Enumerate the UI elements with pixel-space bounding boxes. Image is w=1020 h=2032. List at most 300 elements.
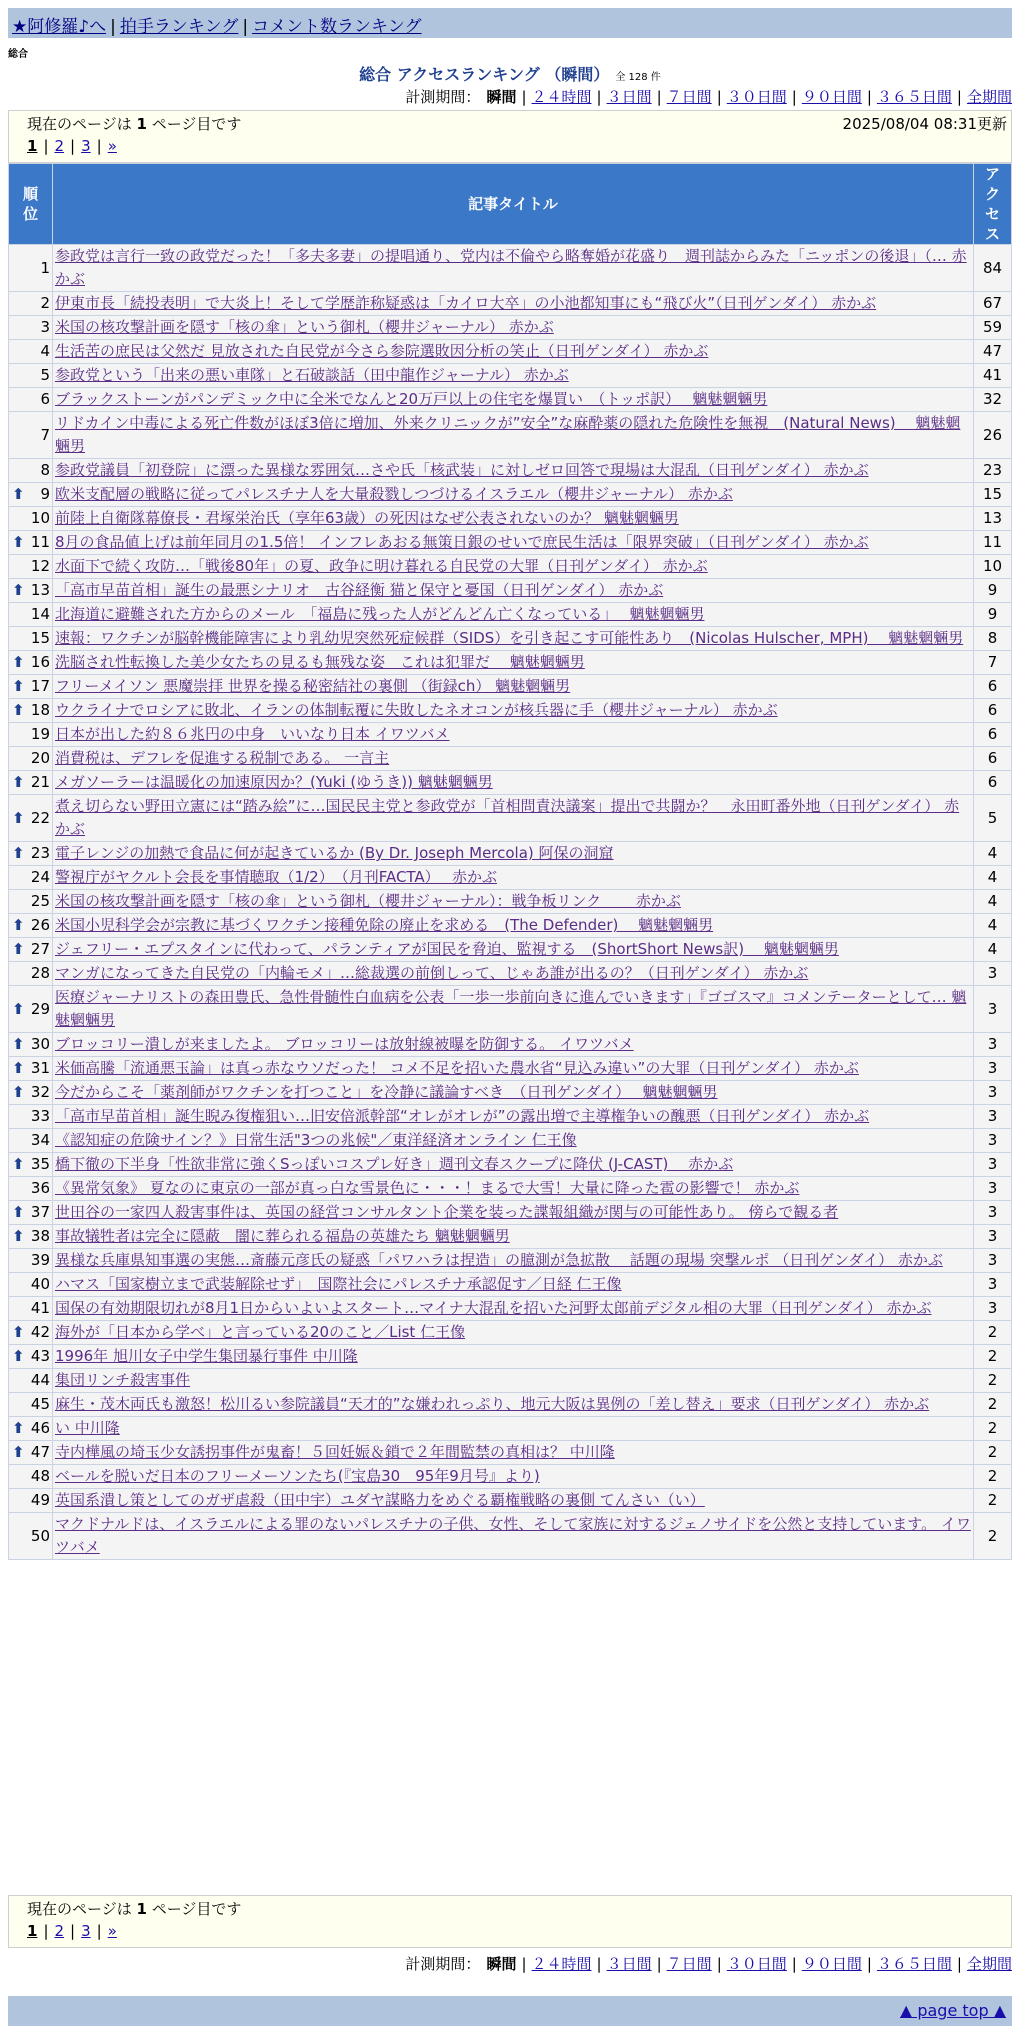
rank-number: 37: [30, 1203, 50, 1221]
up-arrow-icon: ⬆: [12, 1035, 25, 1053]
access-count: 6: [974, 723, 1012, 747]
title-cell: [53, 842, 974, 866]
ranking-row: [9, 603, 1012, 627]
ranking-row: [9, 1441, 1012, 1465]
article-link[interactable]: 国保の有効期限切れが8月1日からいよいよスタート…マイナ大混乱を招いた河野太郎前デジタル相の大罪（日刊ゲンダイ） 赤かぶ: [55, 1299, 932, 1317]
bottom-bar: [8, 1996, 1012, 2026]
rank-number: 47: [30, 1443, 50, 1461]
title-cell: [53, 245, 974, 292]
article-link[interactable]: 今だからこそ「薬剤師がワクチンを打つこと」を冷静に議論すべき （日刊ゲンダイ） 魑魅魍魎男: [55, 1083, 718, 1101]
ranking-row: [9, 1057, 1012, 1081]
title-cell: [53, 1321, 974, 1345]
ranking-row: [9, 316, 1012, 340]
rank-number: 45: [30, 1395, 50, 1413]
nav-separator: |: [110, 17, 116, 37]
ranking-row: [9, 1225, 1012, 1249]
rank-cell: [9, 627, 53, 651]
article-link[interactable]: ベールを脱いだ日本のフリーメーソンたち(『宝島30 95年9月号』より): [55, 1467, 540, 1485]
page-links: [27, 1922, 117, 1940]
article-link[interactable]: 伊東市長「続投表明」で大炎上！そして学歴詐称疑惑は「カイロ大卒」の小池都知事にも“飛び火”（日刊ゲンダイ） 赤かぶ: [55, 294, 877, 312]
period-selector-bottom: [405, 1953, 1012, 1974]
article-link[interactable]: 《認知症の危険サイン？》日常生活"3つの兆候"／東洋経済オンライン 仁王像: [55, 1131, 577, 1149]
article-link[interactable]: 麻生・茂木両氏も激怒！松川るい参院議員“天才的”な嫌われっぷり、地元大阪は異例の「差し替え」要求（日刊ゲンダイ） 赤かぶ: [55, 1395, 930, 1413]
rank-cell: [9, 1321, 53, 1345]
period-link[interactable]: 全期間: [966, 1955, 1012, 1973]
article-link[interactable]: 米国の核攻撃計画を隠す「核の傘」という御札（櫻井ジャーナル） 赤かぶ: [55, 318, 554, 336]
ranking-header-row: [9, 164, 1012, 245]
rank-number: 10: [30, 509, 50, 527]
article-link[interactable]: マンガになってきた自民党の「内輪モメ」…総裁選の前倒しって、じゃあ誰が出るの？（日刊ゲンダイ） 赤かぶ: [55, 964, 809, 982]
access-count: 2: [974, 1345, 1012, 1369]
article-link[interactable]: 電子レンジの加熱で食品に何が起きているか (By Dr. Joseph Mercola) 阿保の洞窟: [55, 844, 614, 862]
article-link[interactable]: 海外が「日本から学べ」と言っている20のこと／List 仁王像: [55, 1323, 466, 1341]
period-label: 計測期間：: [405, 1955, 481, 1973]
ranking-row: [9, 795, 1012, 842]
title-cell: [53, 890, 974, 914]
title-cell: [53, 364, 974, 388]
period-link[interactable]: ３６５日間: [876, 88, 952, 106]
title-cell: [53, 579, 974, 603]
rank-number: 44: [30, 1371, 50, 1389]
up-arrow-icon: ⬆: [12, 999, 25, 1018]
ranking-row: [9, 1393, 1012, 1417]
access-count: 23: [974, 459, 1012, 483]
up-arrow-icon: ⬆: [12, 1323, 25, 1341]
article-link[interactable]: 水面下で続く攻防…「戦後80年」の夏、政争に明け暮れる自民党の大罪（日刊ゲンダイ） 赤かぶ: [55, 557, 708, 575]
rank-cell: [9, 1393, 53, 1417]
rank-cell: [9, 1369, 53, 1393]
article-link[interactable]: 欧米支配層の戦略に従ってパレスチナ人を大量殺戮しつづけるイスラエル（櫻井ジャーナル） 赤かぶ: [55, 485, 733, 503]
article-link[interactable]: 参政党は言行一致の政党だった！「多夫多妻」の提唱通り、党内は不倫やら略奪婚が花盛り 週刊誌からみた「ニッポンの後退」（… 赤かぶ: [55, 247, 967, 288]
ranking-row: [9, 1081, 1012, 1105]
ranking-row: [9, 1249, 1012, 1273]
access-count: 3: [974, 1177, 1012, 1201]
access-count: 2: [974, 1369, 1012, 1393]
rank-cell: [9, 651, 53, 675]
title-cell: [53, 459, 974, 483]
ranking-row: [9, 1321, 1012, 1345]
rank-cell: [9, 962, 53, 986]
title-cell: [53, 507, 974, 531]
top-nav-bar: [8, 8, 1012, 38]
title-cell: [53, 795, 974, 842]
title-cell: [53, 1129, 974, 1153]
rank-cell: [9, 1225, 53, 1249]
article-link[interactable]: 1996年 旭川女子中学生集団暴行事件 中川隆: [55, 1347, 358, 1365]
access-count: 3: [974, 1273, 1012, 1297]
ranking-row: [9, 986, 1012, 1033]
article-link[interactable]: 事故犠牲者は完全に隠蔽 闇に葬られる福島の英雄たち 魑魅魍魎男: [55, 1227, 510, 1245]
title-cell: [53, 914, 974, 938]
rank-number: 26: [30, 916, 50, 934]
rank-number: 33: [30, 1107, 50, 1125]
title-cell: [53, 603, 974, 627]
pager-top: [8, 110, 1012, 163]
rank-number: 41: [30, 1299, 50, 1317]
period-label: 計測期間：: [405, 88, 481, 106]
pager-bottom: [8, 1895, 1012, 1948]
title-cell: [53, 723, 974, 747]
rank-cell: [9, 292, 53, 316]
article-link[interactable]: 英国系潰し策としてのガザ虐殺（田中宇）ユダヤ謀略力をめぐる覇権戦略の裏側 てんさい（い）: [55, 1491, 705, 1509]
rank-cell: [9, 986, 53, 1033]
current-page-info: [27, 1898, 241, 1919]
period-separator: |: [521, 88, 527, 106]
rank-number: 15: [30, 629, 50, 647]
rank-cell: [9, 723, 53, 747]
ranking-row: [9, 962, 1012, 986]
rank-cell: [9, 914, 53, 938]
access-count: 3: [974, 1033, 1012, 1057]
access-count: 84: [974, 245, 1012, 292]
title-cell: [53, 1081, 974, 1105]
title-cell: [53, 1345, 974, 1369]
access-count: 3: [974, 1249, 1012, 1273]
rank-number: 43: [30, 1347, 50, 1365]
period-link[interactable]: 全期間: [966, 88, 1012, 106]
article-link[interactable]: メガソーラーは温暖化の加速原因か？(Yuki (ゆうき)) 魑魅魍魎男: [55, 773, 493, 791]
access-count: 41: [974, 364, 1012, 388]
title-cell: [53, 412, 974, 459]
title-cell: [53, 699, 974, 723]
up-arrow-icon: ⬆: [12, 1203, 25, 1221]
rank-cell: [9, 459, 53, 483]
period-link[interactable]: ７日間: [666, 88, 712, 106]
page-link[interactable]: 2: [54, 137, 65, 155]
title-cell: [53, 340, 974, 364]
article-link[interactable]: ブラックストーンがパンデミック中に全米でなんと20万戸以上の住宅を爆買い （トッポ訳） 魑魅魍魎男: [55, 390, 768, 408]
page-separator: |: [43, 1922, 49, 1940]
ranking-row: [9, 627, 1012, 651]
title-cell: [53, 1273, 974, 1297]
period-separator: |: [596, 88, 602, 106]
ranking-row: [9, 771, 1012, 795]
rank-number: 42: [30, 1323, 50, 1341]
title-cell: [53, 1489, 974, 1513]
access-count: 15: [974, 483, 1012, 507]
access-count: 3: [974, 1081, 1012, 1105]
access-count: 7: [974, 651, 1012, 675]
title-cell: [53, 1153, 974, 1177]
article-link[interactable]: 前陸上自衛隊幕僚長・君塚栄治氏（享年63歳）の死因はなぜ公表されないのか？ 魑魅魍魎男: [55, 509, 679, 527]
title-cell: [53, 1057, 974, 1081]
ranking-row: [9, 340, 1012, 364]
rank-number: 23: [30, 844, 50, 862]
access-count: 3: [974, 962, 1012, 986]
page-separator: |: [96, 1922, 102, 1940]
page-separator: |: [70, 1922, 76, 1940]
period-separator: |: [866, 1955, 872, 1973]
rank-number: 32: [30, 1083, 50, 1101]
article-link[interactable]: 煮え切らない野田立憲には“踏み絵”に…国民民主党と参政党が「首相問責決議案」提出で共闘か？ 永田町番外地（日刊ゲンダイ） 赤かぶ: [55, 797, 960, 838]
page-title: [0, 62, 1020, 85]
rank-cell: [9, 1153, 53, 1177]
rank-cell: [9, 747, 53, 771]
ranking-row: [9, 1513, 1012, 1560]
period-link[interactable]: ３日間: [606, 88, 652, 106]
article-link[interactable]: ジェフリー・エプスタインに代わって、パランティアが国民を脅迫、監視する (ShortShort News訳) 魑魅魍魎男: [55, 940, 839, 958]
ranking-row: [9, 651, 1012, 675]
rank-cell: [9, 1513, 53, 1560]
article-link[interactable]: 洗脳され性転換した美少女たちの見るも無残な姿 これは犯罪だ 魑魅魍魎男: [55, 653, 585, 671]
access-count: 10: [974, 555, 1012, 579]
article-link[interactable]: 米国の核攻撃計画を隠す「核の傘」という御札（櫻井ジャーナル）：戦争板リンク 赤かぶ: [55, 892, 681, 910]
rank-number: 39: [30, 1251, 50, 1269]
period-separator: |: [596, 1955, 602, 1973]
rank-cell: [9, 795, 53, 842]
title-cell: [53, 316, 974, 340]
period-link[interactable]: ７日間: [666, 1955, 712, 1973]
title-cell: [53, 1249, 974, 1273]
access-count: 3: [974, 1057, 1012, 1081]
up-arrow-icon: ⬆: [12, 808, 25, 827]
ranking-row: [9, 1105, 1012, 1129]
article-link[interactable]: ウクライナでロシアに敗北、イランの体制転覆に失敗したネオコンが核兵器に手（櫻井ジャーナル） 赤かぶ: [55, 701, 778, 719]
rank-cell: [9, 1129, 53, 1153]
up-arrow-icon: ⬆: [12, 916, 25, 934]
title-cell: [53, 1465, 974, 1489]
period-link[interactable]: ３０日間: [726, 1955, 787, 1973]
up-arrow-icon: ⬆: [12, 485, 25, 503]
up-arrow-icon: ⬆: [12, 1347, 25, 1365]
title-cell: [53, 866, 974, 890]
rank-cell: [9, 388, 53, 412]
period-link[interactable]: ９０日間: [801, 1955, 862, 1973]
title-cell: [53, 531, 974, 555]
period-current: 瞬間: [486, 88, 517, 106]
rank-number: 24: [30, 868, 50, 886]
ranking-row: [9, 1153, 1012, 1177]
title-cell: [53, 1297, 974, 1321]
access-count: 5: [974, 795, 1012, 842]
period-separator: |: [956, 88, 962, 106]
ranking-row: [9, 1177, 1012, 1201]
access-count: 2: [974, 1489, 1012, 1513]
rank-cell: [9, 890, 53, 914]
access-count: 6: [974, 747, 1012, 771]
up-arrow-icon: ⬆: [12, 1419, 25, 1437]
access-count: 11: [974, 531, 1012, 555]
access-count: 13: [974, 507, 1012, 531]
page-top-link[interactable]: ▲ page top ▲: [899, 2001, 1006, 2020]
ranking-row: [9, 699, 1012, 723]
ranking-row: [9, 747, 1012, 771]
title-cell: [53, 747, 974, 771]
clap-ranking-link[interactable]: 拍手ランキング: [119, 17, 239, 37]
article-link[interactable]: 警視庁がヤクルト会長を事情聴取（1/2） （月刊FACTA） 赤かぶ: [55, 868, 497, 886]
access-count: 47: [974, 340, 1012, 364]
access-count: 6: [974, 771, 1012, 795]
access-count: 26: [974, 412, 1012, 459]
rank-cell: [9, 1033, 53, 1057]
ranking-row: [9, 1369, 1012, 1393]
article-link[interactable]: 「高市早苗首相」誕生睨み復権狙い…旧安倍派幹部“オレがオレが”の露出増で主導権争いの醜悪（日刊ゲンダイ） 赤かぶ: [55, 1107, 870, 1125]
article-link[interactable]: 医療ジャーナリストの森田豊氏、急性骨髄性白血病を公表「一歩一歩前向きに進んでいきます」『ゴゴスマ』コメンテーターとして… 魑魅魍魎男: [55, 988, 967, 1029]
article-link[interactable]: 参政党という「出来の悪い車隊」と石破談話（田中龍作ジャーナル） 赤かぶ: [55, 366, 569, 384]
rank-header: 順位: [9, 164, 53, 245]
ranking-row: [9, 1489, 1012, 1513]
page-separator: |: [96, 137, 102, 155]
access-count: 4: [974, 842, 1012, 866]
ranking-row: [9, 1417, 1012, 1441]
article-link[interactable]: 橋下徹の下半身「性欲非常に強くSっぽいコスプレ好き」週刊文春スクープに降伏 (J-CAST) 赤かぶ: [55, 1155, 734, 1173]
ranking-row: [9, 1273, 1012, 1297]
ranking-row: [9, 723, 1012, 747]
article-link[interactable]: マクドナルドは、イスラエルによる罪のないパレスチナの子供、女性、そして家族に対するジェノサイドを公然と支持しています。 イワツバメ: [55, 1515, 971, 1556]
rank-number: 27: [30, 940, 50, 958]
access-count: 3: [974, 986, 1012, 1033]
period-link[interactable]: ３０日間: [726, 88, 787, 106]
rank-number: 1: [40, 258, 50, 277]
category-tag: 総合: [8, 49, 28, 60]
up-arrow-icon: ⬆: [12, 653, 25, 671]
rank-cell: [9, 1345, 53, 1369]
title-cell: [53, 1369, 974, 1393]
period-link[interactable]: ９０日間: [801, 88, 862, 106]
ranking-row: [9, 1465, 1012, 1489]
period-current: 瞬間: [486, 1955, 517, 1973]
rank-number: 38: [30, 1227, 50, 1245]
page-title-text: 総合 アクセスランキング （瞬間）: [359, 65, 610, 84]
rank-cell: [9, 555, 53, 579]
rank-number: 29: [30, 999, 50, 1018]
up-arrow-icon: ⬆: [12, 1059, 25, 1077]
up-arrow-icon: ⬆: [12, 773, 25, 791]
page-link-current: 1: [27, 137, 38, 155]
title-cell: [53, 627, 974, 651]
rank-cell: [9, 364, 53, 388]
rank-cell: [9, 483, 53, 507]
page-link[interactable]: »: [107, 1922, 117, 1940]
up-arrow-icon: ⬆: [12, 844, 25, 862]
article-link[interactable]: フリーメイソン 悪魔崇拝 世界を操る秘密結社の裏側 （街録ch） 魑魅魍魎男: [55, 677, 571, 695]
ranking-row: [9, 866, 1012, 890]
article-link[interactable]: 寺内樺風の埼玉少女誘拐事件が鬼畜！５回妊娠＆鎖で２年間監禁の真相は？ 中川隆: [55, 1443, 615, 1461]
title-cell: [53, 986, 974, 1033]
article-link[interactable]: 「高市早苗首相」誕生の最悪シナリオ 古谷経衡 猫と保守と憂国（日刊ゲンダイ） 赤かぶ: [55, 581, 664, 599]
rank-cell: [9, 1489, 53, 1513]
article-link[interactable]: 集団リンチ殺害事件: [55, 1371, 191, 1389]
page-link[interactable]: 3: [81, 137, 91, 155]
article-link[interactable]: 米価高騰「流通悪玉論」は真っ赤なウソだった！ コメ不足を招いた農水省“見込み違い”の大罪（日刊ゲンダイ） 赤かぶ: [55, 1059, 859, 1077]
article-link[interactable]: ハマス「国家樹立まで武装解除せず」 国際社会にパレスチナ承認促す／日経 仁王像: [55, 1275, 622, 1293]
access-count: 3: [974, 1153, 1012, 1177]
access-count: 2: [974, 1465, 1012, 1489]
ranking-row: [9, 412, 1012, 459]
ranking-row: [9, 555, 1012, 579]
period-link[interactable]: ２４時間: [531, 1955, 592, 1973]
ranking-row: [9, 579, 1012, 603]
page-link[interactable]: »: [107, 137, 117, 155]
rank-number: 46: [30, 1419, 50, 1437]
rank-cell: [9, 1417, 53, 1441]
rank-number: 48: [30, 1467, 50, 1485]
up-arrow-icon: ⬆: [12, 1155, 25, 1173]
access-count: 2: [974, 1513, 1012, 1560]
access-count: 8: [974, 627, 1012, 651]
rank-cell: [9, 866, 53, 890]
current-page-suffix: ページ目です: [146, 115, 242, 133]
period-separator: |: [956, 1955, 962, 1973]
period-selector-top: [405, 86, 1012, 107]
up-arrow-icon: ⬆: [12, 533, 25, 551]
ranking-row: [9, 1129, 1012, 1153]
title-cell: [53, 483, 974, 507]
rank-cell: [9, 675, 53, 699]
page-link[interactable]: 3: [81, 1922, 91, 1940]
rank-cell: [9, 1273, 53, 1297]
item-count: 全 128 件: [615, 72, 661, 83]
article-link[interactable]: 米国小児科学会が宗教に基づくワクチン接種免除の廃止を求める (The Defender) 魑魅魍魎男: [55, 916, 714, 934]
period-separator: |: [521, 1955, 527, 1973]
page-links: [27, 137, 117, 155]
access-count: 3: [974, 1297, 1012, 1321]
title-cell: [53, 1201, 974, 1225]
rank-cell: [9, 842, 53, 866]
rank-number: 31: [30, 1059, 50, 1077]
article-link[interactable]: リドカイン中毒による死亡件数がほぼ3倍に増加、外来クリニックが”安全”な麻酔薬の隠れた危険性を無視 (Natural News) 魑魅魍魎男: [55, 414, 961, 455]
period-separator: |: [866, 88, 872, 106]
rank-number: 35: [30, 1155, 50, 1173]
ranking-row: [9, 675, 1012, 699]
page-link[interactable]: 2: [54, 1922, 65, 1940]
ranking-row: [9, 914, 1012, 938]
ranking-row: [9, 292, 1012, 316]
rank-cell: [9, 1465, 53, 1489]
rank-cell: [9, 316, 53, 340]
article-link[interactable]: 北海道に避難された方からのメール 「福島に残った人がどんどん亡くなっている」 魑魅魍魎男: [55, 605, 705, 623]
article-link[interactable]: 世田谷の一家四人殺害事件は、英国の経営コンサルタント企業を装った諜報組織が関与の可能性あり。 傍らで観る者: [55, 1203, 839, 1221]
article-link[interactable]: 異様な兵庫県知事選の実態…斎藤元彦氏の疑惑「パワハラは捏造」の臆測が急拡散 話題の現場 突撃ルポ （日刊ゲンダイ） 赤かぶ: [55, 1251, 943, 1269]
rank-number: 20: [30, 749, 50, 767]
period-link[interactable]: ２４時間: [531, 88, 592, 106]
article-link[interactable]: 参政党議員「初登院」に漂った異様な雰囲気…さや氏「核武装」に対しゼロ回答で現場は大混乱（日刊ゲンダイ） 赤かぶ: [55, 461, 869, 479]
current-page-prefix: 現在のページは: [27, 115, 137, 133]
ranking-row: [9, 1297, 1012, 1321]
article-link[interactable]: 8月の食品値上げは前年同月の1.5倍！ インフレあおる無策日銀のせいで庶民生活は「限界突破」（日刊ゲンダイ） 赤かぶ: [55, 533, 869, 551]
article-link[interactable]: 生活苦の庶民は父然だ 見放された自民党が今さら参院選敗因分析の笑止（日刊ゲンダイ） 赤かぶ: [55, 342, 709, 360]
article-link[interactable]: 《異常気象》 夏なのに東京の一部が真っ白な雪景色に・・・！まるで大雪！大量に降った雹の影響で！ 赤かぶ: [55, 1179, 800, 1197]
rank-cell: [9, 507, 53, 531]
rank-number: 25: [30, 892, 50, 910]
home-link[interactable]: ★阿修羅♪へ: [12, 17, 107, 37]
ranking-row: [9, 483, 1012, 507]
ranking-row: [9, 1345, 1012, 1369]
article-link[interactable]: い 中川隆: [55, 1419, 120, 1437]
title-cell: [53, 1441, 974, 1465]
period-link[interactable]: ３６５日間: [876, 1955, 952, 1973]
access-count: 6: [974, 699, 1012, 723]
article-link[interactable]: ブロッコリー潰しが来ましたよ。 ブロッコリーは放射線被曝を防御する。 イワツバメ: [55, 1035, 634, 1053]
article-link[interactable]: 消費税は、デフレを促進する税制である。 一言主: [55, 749, 390, 767]
current-page-prefix: 現在のページは: [27, 1900, 137, 1918]
comment-ranking-link[interactable]: コメント数ランキング: [252, 17, 422, 37]
access-count: 3: [974, 1225, 1012, 1249]
rank-number: 30: [30, 1035, 50, 1053]
rank-cell: [9, 1441, 53, 1465]
rank-number: 36: [30, 1179, 50, 1197]
access-count: 3: [974, 1201, 1012, 1225]
title-cell: [53, 651, 974, 675]
rank-number: 7: [40, 425, 50, 444]
period-link[interactable]: ３日間: [606, 1955, 652, 1973]
ranking-row: [9, 459, 1012, 483]
article-link[interactable]: 日本が出した約８６兆円の中身 いいなり日本 イワツバメ: [55, 725, 450, 743]
article-link[interactable]: 速報：ワクチンが脳幹機能障害により乳幼児突然死症候群（SIDS）を引き起こす可能性あり (Nicolas Hulscher, MPH) 魑魅魍魎男: [55, 629, 964, 647]
ranking-row: [9, 938, 1012, 962]
rank-cell: [9, 340, 53, 364]
rank-cell: [9, 1177, 53, 1201]
